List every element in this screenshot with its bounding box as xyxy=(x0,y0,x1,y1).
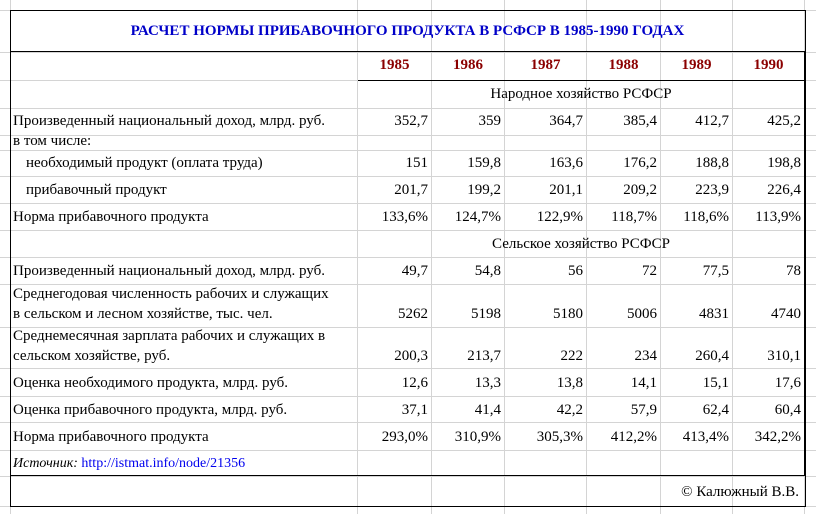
table-cell: 310,9% xyxy=(454,429,501,445)
table-cell: 413,4% xyxy=(682,429,729,445)
table-cell: 352,7 xyxy=(394,113,428,129)
table-cell: 364,7 xyxy=(549,113,583,129)
table-cell: 77,5 xyxy=(702,263,729,279)
table-cell: 213,7 xyxy=(467,348,501,364)
year-header: 1985 xyxy=(379,57,410,73)
row-label: в сельском и лесном хозяйстве, тыс. чел. xyxy=(13,306,273,322)
row-label: Оценка прибавочного продукта, млрд. руб. xyxy=(13,402,288,418)
table-cell: 12,6 xyxy=(401,375,428,391)
table-cell: 342,2% xyxy=(754,429,801,445)
table-cell: 56 xyxy=(568,263,583,279)
row-label: Произведенный национальный доход, млрд. руб. xyxy=(13,263,325,279)
table-cell: 5198 xyxy=(471,306,501,322)
table-cell: 72 xyxy=(642,263,657,279)
table-cell: 5180 xyxy=(553,306,583,322)
year-header: 1990 xyxy=(753,57,784,73)
table-cell: 113,9% xyxy=(755,209,801,225)
copyright: © Калюжный В.В. xyxy=(681,484,799,500)
table-cell: 15,1 xyxy=(702,375,729,391)
table-cell: 260,4 xyxy=(695,348,729,364)
source-separator: : xyxy=(73,456,82,471)
source-label: Источник xyxy=(13,456,74,471)
table-cell: 37,1 xyxy=(401,402,428,418)
table-cell: 4740 xyxy=(771,306,801,322)
table-cell: 118,7% xyxy=(611,209,657,225)
table-cell: 188,8 xyxy=(695,155,729,171)
table-cell: 5006 xyxy=(627,306,657,322)
row-label: Оценка необходимого продукта, млрд. руб. xyxy=(13,375,289,391)
table-cell: 412,2% xyxy=(610,429,657,445)
table-cell: 359 xyxy=(478,113,501,129)
table-cell: 62,4 xyxy=(702,402,729,418)
section-header-agriculture: Сельское хозяйство РСФСР xyxy=(492,236,670,252)
table-cell: 200,3 xyxy=(394,348,428,364)
row-label: Норма прибавочного продукта xyxy=(13,429,209,445)
table-cell: 176,2 xyxy=(623,155,657,171)
row-label: Норма прибавочного продукта xyxy=(13,209,209,225)
table-cell: 49,7 xyxy=(401,263,428,279)
source-link[interactable]: http://istmat.info/node/21356 xyxy=(81,456,246,471)
table-cell: 60,4 xyxy=(774,402,801,418)
source-line xyxy=(13,456,245,472)
table-cell: 209,2 xyxy=(623,182,657,198)
table-cell: 42,2 xyxy=(556,402,583,418)
table-cell: 57,9 xyxy=(630,402,657,418)
table-cell: 305,3% xyxy=(536,429,583,445)
table-cell: 223,9 xyxy=(695,182,729,198)
table-cell: 41,4 xyxy=(474,402,501,418)
table-cell: 385,4 xyxy=(623,113,657,129)
table-title: РАСЧЕТ НОРМЫ ПРИБАВОЧНОГО ПРОДУКТА В РСФСР В 1985-1990 ГОДАХ xyxy=(130,23,685,39)
table-cell: 54,8 xyxy=(474,263,501,279)
table-cell: 425,2 xyxy=(767,113,801,129)
row-label: Среднегодовая численность рабочих и служащих xyxy=(13,286,329,302)
table-cell: 201,7 xyxy=(394,182,428,198)
table-cell: 226,4 xyxy=(767,182,801,198)
table-cell: 124,7% xyxy=(454,209,501,225)
table-cell: 198,8 xyxy=(767,155,801,171)
year-header: 1989 xyxy=(681,57,712,73)
table-cell: 4831 xyxy=(699,306,729,322)
row-label: Произведенный национальный доход, млрд. руб. xyxy=(13,113,325,129)
table-cell: 151 xyxy=(405,155,428,171)
table-cell: 5262 xyxy=(398,306,428,322)
year-header: 1986 xyxy=(453,57,483,73)
table-cell: 122,9% xyxy=(536,209,583,225)
table-cell: 163,6 xyxy=(549,155,583,171)
table-cell: 412,7 xyxy=(695,113,729,129)
year-header: 1988 xyxy=(608,57,639,73)
table-cell: 159,8 xyxy=(467,155,501,171)
table-cell: 222 xyxy=(560,348,583,364)
table-cell: 14,1 xyxy=(630,375,657,391)
table-cell: 201,1 xyxy=(549,182,583,198)
table-cell: 13,3 xyxy=(474,375,501,391)
table-cell: 234 xyxy=(634,348,657,364)
section-header-national: Народное хозяйство РСФСР xyxy=(490,86,672,102)
table-cell: 293,0% xyxy=(381,429,428,445)
table-cell: 78 xyxy=(786,263,801,279)
table-cell: 133,6% xyxy=(381,209,428,225)
year-header: 1987 xyxy=(530,57,561,73)
row-label: прибавочный продукт xyxy=(26,182,167,198)
table-cell: 199,2 xyxy=(467,182,501,198)
table-cell: 118,6% xyxy=(683,209,729,225)
row-label: сельском хозяйстве, руб. xyxy=(13,348,171,364)
row-label: в том числе: xyxy=(13,133,92,149)
table-cell: 13,8 xyxy=(556,375,583,391)
row-label: Среднемесячная зарплата рабочих и служащих в xyxy=(13,328,326,344)
table-cell: 17,6 xyxy=(774,375,801,391)
row-label: необходимый продукт (оплата труда) xyxy=(26,155,263,171)
table-cell: 310,1 xyxy=(767,348,801,364)
